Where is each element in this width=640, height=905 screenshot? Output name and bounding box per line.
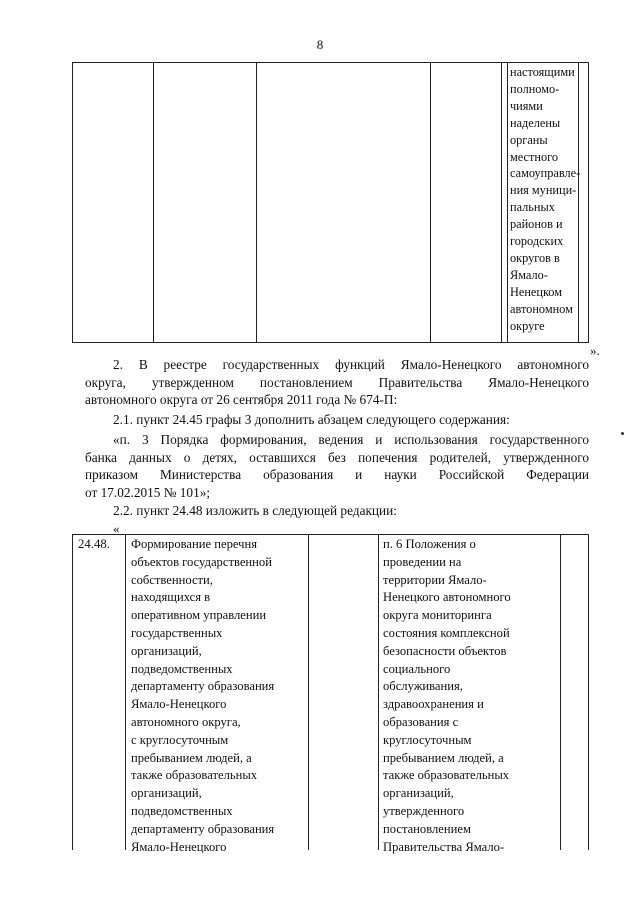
- paragraph-2: [85, 356, 589, 409]
- function-name-cell: [131, 536, 274, 856]
- cell-line: проведении на: [383, 554, 462, 569]
- table-column-divider: [430, 63, 431, 342]
- opening-quote: «: [113, 521, 120, 536]
- cell-line: объектов государственной: [131, 554, 272, 569]
- cell-line: здравоохранения и: [383, 697, 484, 712]
- cell-line: полномо-: [510, 81, 560, 96]
- cell-line: Правительства Ямало-: [383, 839, 505, 854]
- cell-line: округе: [510, 318, 545, 333]
- cell-line: самоуправле-: [510, 166, 581, 181]
- continuation-table: [72, 62, 589, 343]
- paragraph-2-1: 2.1. пункт 24.45 графы 3 дополнить абзацем следующего содержания:: [113, 412, 510, 427]
- cell-line: социального: [383, 661, 451, 676]
- text-line: от 17.02.2015 № 101»;: [85, 484, 211, 500]
- cell-line: Ненецкого автономного: [383, 590, 511, 605]
- cell-line: постановлением: [383, 821, 471, 836]
- paragraph-2-2: 2.2. пункт 24.48 изложить в следующей редакции:: [113, 503, 397, 518]
- cell-line: оперативном управлении: [131, 608, 267, 623]
- cell-line: также образовательных: [383, 768, 510, 783]
- cell-line: безопасности объектов: [383, 643, 507, 658]
- cell-line: с круглосуточным: [131, 732, 229, 747]
- cell-line: пребыванием людей, а: [383, 750, 504, 765]
- cell-line: собственности,: [131, 572, 213, 587]
- cell-line: Ямало-Ненецкого: [131, 697, 227, 712]
- closing-quote: ».: [590, 343, 600, 358]
- cell-line: местного: [510, 149, 558, 164]
- cell-line: территории Ямало-: [383, 572, 487, 587]
- table-column-divider: [308, 535, 309, 850]
- table-column-divider: [501, 63, 502, 342]
- cell-line: ния муници-: [510, 183, 577, 198]
- cell-line: департаменту образования: [131, 679, 275, 694]
- cell-line: органы: [510, 132, 548, 147]
- cell-line: организаций,: [131, 786, 202, 801]
- page-number: 8: [316, 37, 324, 52]
- row-number: 24.48.: [78, 537, 110, 551]
- cell-line: круглосуточным: [383, 732, 472, 747]
- table-column-divider: [378, 535, 379, 850]
- registry-table: [72, 534, 589, 854]
- cell-line: департаменту образования: [131, 821, 275, 836]
- cell-line: наделены: [510, 115, 561, 130]
- table-column-divider: [125, 535, 126, 850]
- cell-line: автономном: [510, 301, 573, 316]
- table-column-divider: [578, 63, 579, 342]
- cell-line: обслуживания,: [383, 679, 463, 694]
- cell-line: состояния комплексной: [383, 625, 510, 640]
- legal-basis-cell: [383, 536, 511, 856]
- text-line: округа, утвержденном постановлением Правительства Ямало-Ненецкого: [85, 374, 589, 390]
- cell-line: Формирование перечня: [131, 537, 258, 551]
- text-line: автономного округа от 26 сентября 2011 года № 674-П:: [85, 392, 398, 407]
- cell-line: также образовательных: [131, 768, 258, 783]
- text-line: «п. 3 Порядка формирования, ведения и использования государственного: [113, 432, 589, 447]
- cell-line: утвержденного: [383, 803, 465, 818]
- cell-line: автономного округа,: [131, 714, 241, 729]
- cell-line: образования с: [383, 714, 459, 729]
- quoted-paragraph: [85, 431, 589, 501]
- cell-line: пребыванием людей, а: [131, 750, 252, 765]
- table-column-divider: [560, 535, 561, 850]
- cell-line: подведомственных: [131, 803, 233, 818]
- cell-line: пальных: [510, 200, 555, 215]
- table-column-divider: [507, 63, 508, 342]
- cell-line: Ямало-Ненецкого: [131, 839, 227, 854]
- cell-line: городских: [510, 234, 564, 249]
- scan-speck: [621, 432, 624, 435]
- cell-line: округа мониторинга: [383, 608, 492, 623]
- cell-line: Ямало-: [510, 267, 548, 282]
- cell-line: чиями: [510, 98, 543, 113]
- cell-line: районов и: [510, 217, 563, 232]
- text-line: банка данных о детях, оставшихся без попечения родителей, утвержденного: [85, 449, 589, 465]
- authority-cell: [510, 64, 581, 335]
- text-line: приказом Министерства образования и науки Российской Федерации: [85, 467, 589, 482]
- cell-line: находящихся в: [131, 590, 211, 605]
- table-column-divider: [153, 63, 154, 342]
- cell-line: Ненецком: [510, 284, 563, 299]
- cell-line: п. 6 Положения о: [383, 537, 476, 551]
- cell-line: государственных: [131, 625, 223, 640]
- table-column-divider: [256, 63, 257, 342]
- text-line: 2. В реестре государственных функций Ямало-Ненецкого автономного: [113, 357, 589, 372]
- cell-line: настоящими: [510, 65, 575, 79]
- cell-line: подведомственных: [131, 661, 233, 676]
- cell-line: организаций,: [383, 786, 454, 801]
- cell-line: округов в: [510, 250, 560, 265]
- cell-line: организаций,: [131, 643, 202, 658]
